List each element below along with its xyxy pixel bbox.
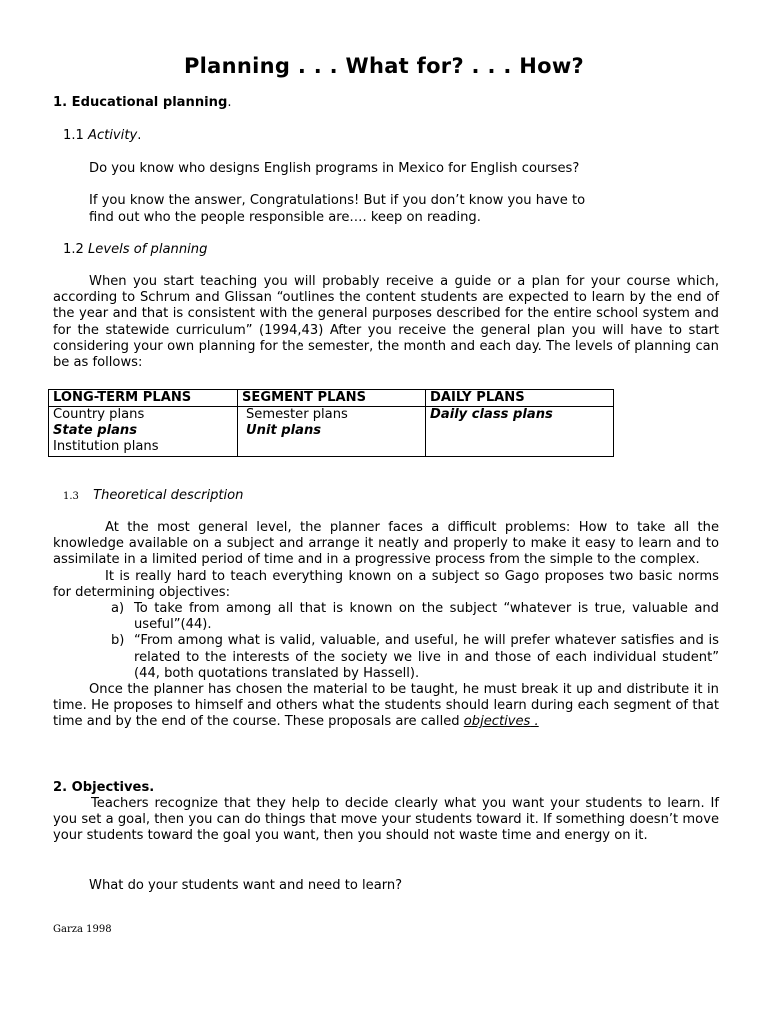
levels-label: Levels of planning <box>88 242 208 257</box>
theoretical-subheading <box>63 488 243 505</box>
levels-paragraph: When you start teaching you will probably receive a guide or a plan for your course which, according to Schrum and Glissan “outlines the content students are expected to learn by the end of the year and that is consistent with the general purposes described for the entire school system and for the statewide curriculum” (1994,43) After you receive the general plan you will have to start considering your own planning for the semester, the month and each day. The levels of planning can be as follows: <box>53 274 719 371</box>
table-cell-text: Unit plans <box>246 423 322 438</box>
page-title: Planning . . . What for? . . . How? <box>183 54 584 78</box>
list-marker: b) <box>111 633 125 649</box>
theoretical-number: 1.3 <box>63 491 79 502</box>
activity-label: Activity <box>88 128 138 143</box>
theoretical-body <box>53 520 719 731</box>
activity-answer-line-2: find out who the people responsible are…. keep on reading. <box>89 210 481 225</box>
planning-levels-table <box>48 389 614 457</box>
objectives-term: objectives . <box>463 714 539 730</box>
theoretical-paragraph-1: At the most general level, the planner faces a difficult problems: How to take all the knowledge available on a subject and arrange it neatly and properly to make it easy to learn and to assimilate in a limited period of time and in a progressive process from the simple to the complex. <box>53 520 719 568</box>
table-cell-segment <box>238 407 426 457</box>
list-item <box>53 601 719 633</box>
section-2-heading: 2. Objectives. <box>53 780 155 795</box>
list-marker: a) <box>111 601 125 617</box>
section-1-heading-period: . <box>227 95 232 110</box>
footer-citation: Garza 1998 <box>53 924 112 935</box>
table-row <box>49 407 614 457</box>
section-1-heading <box>53 95 232 111</box>
table-header-cell: SEGMENT PLANS <box>238 390 426 407</box>
list-item-text: “From among what is valid, valuable, and useful, he will prefer whatever satisfies and is related to the interests of the society we live in and those of each individual student” (44, both quotations translated by Hassell). <box>134 633 719 681</box>
theoretical-label: Theoretical description <box>93 488 244 503</box>
activity-answer-line-1: If you know the answer, Congratulations! But if you don’t know you have to <box>89 193 586 208</box>
activity-number: 1.1 <box>63 128 84 143</box>
objectives-term-text: objectives <box>463 714 531 730</box>
list-item <box>53 633 719 682</box>
activity-question: Do you know who designs English programs in Mexico for English courses? <box>89 161 580 176</box>
table-cell-long-term <box>49 407 238 457</box>
activity-subheading <box>63 128 141 144</box>
table-cell-text: Semester plans <box>246 407 348 422</box>
objectives-question: What do your students want and need to learn? <box>89 878 403 893</box>
activity-period: . <box>137 128 142 143</box>
table-cell-text: Daily class plans <box>430 407 553 422</box>
theoretical-paragraph-3 <box>53 682 719 731</box>
table-cell-text: Institution plans <box>53 439 159 454</box>
section-1-heading-text: 1. Educational planning <box>53 95 228 110</box>
objectives-paragraph: Teachers recognize that they help to decide clearly what you want your students to learn. If you set a goal, then you can do things that move your students toward it. If something doesn’t move your students toward the goal you want, then you should not waste time and energy on it. <box>53 796 719 844</box>
table-header-row <box>49 390 614 407</box>
table-cell-daily <box>426 407 614 457</box>
table-header-cell: DAILY PLANS <box>426 390 614 407</box>
levels-subheading <box>63 242 207 258</box>
norms-list <box>53 601 719 682</box>
table-header-cell: LONG-TERM PLANS <box>49 390 238 407</box>
paragraph-3-text: Once the planner has chosen the material to be taught, he must break it up and distribute it in time. He proposes to himself and others what the students should learn during each segment of that time and by the end of the course. These proposals are called <box>53 682 719 730</box>
theoretical-paragraph-2: It is really hard to teach everything known on a subject so Gago proposes two basic norms for determining objectives: <box>53 568 719 600</box>
list-item-text: To take from among all that is known on the subject “whatever is true, valuable and useful”(44). <box>134 601 719 633</box>
table-cell-text: State plans <box>53 423 138 438</box>
table-cell-text: Country plans <box>53 407 145 422</box>
levels-number: 1.2 <box>63 242 84 257</box>
